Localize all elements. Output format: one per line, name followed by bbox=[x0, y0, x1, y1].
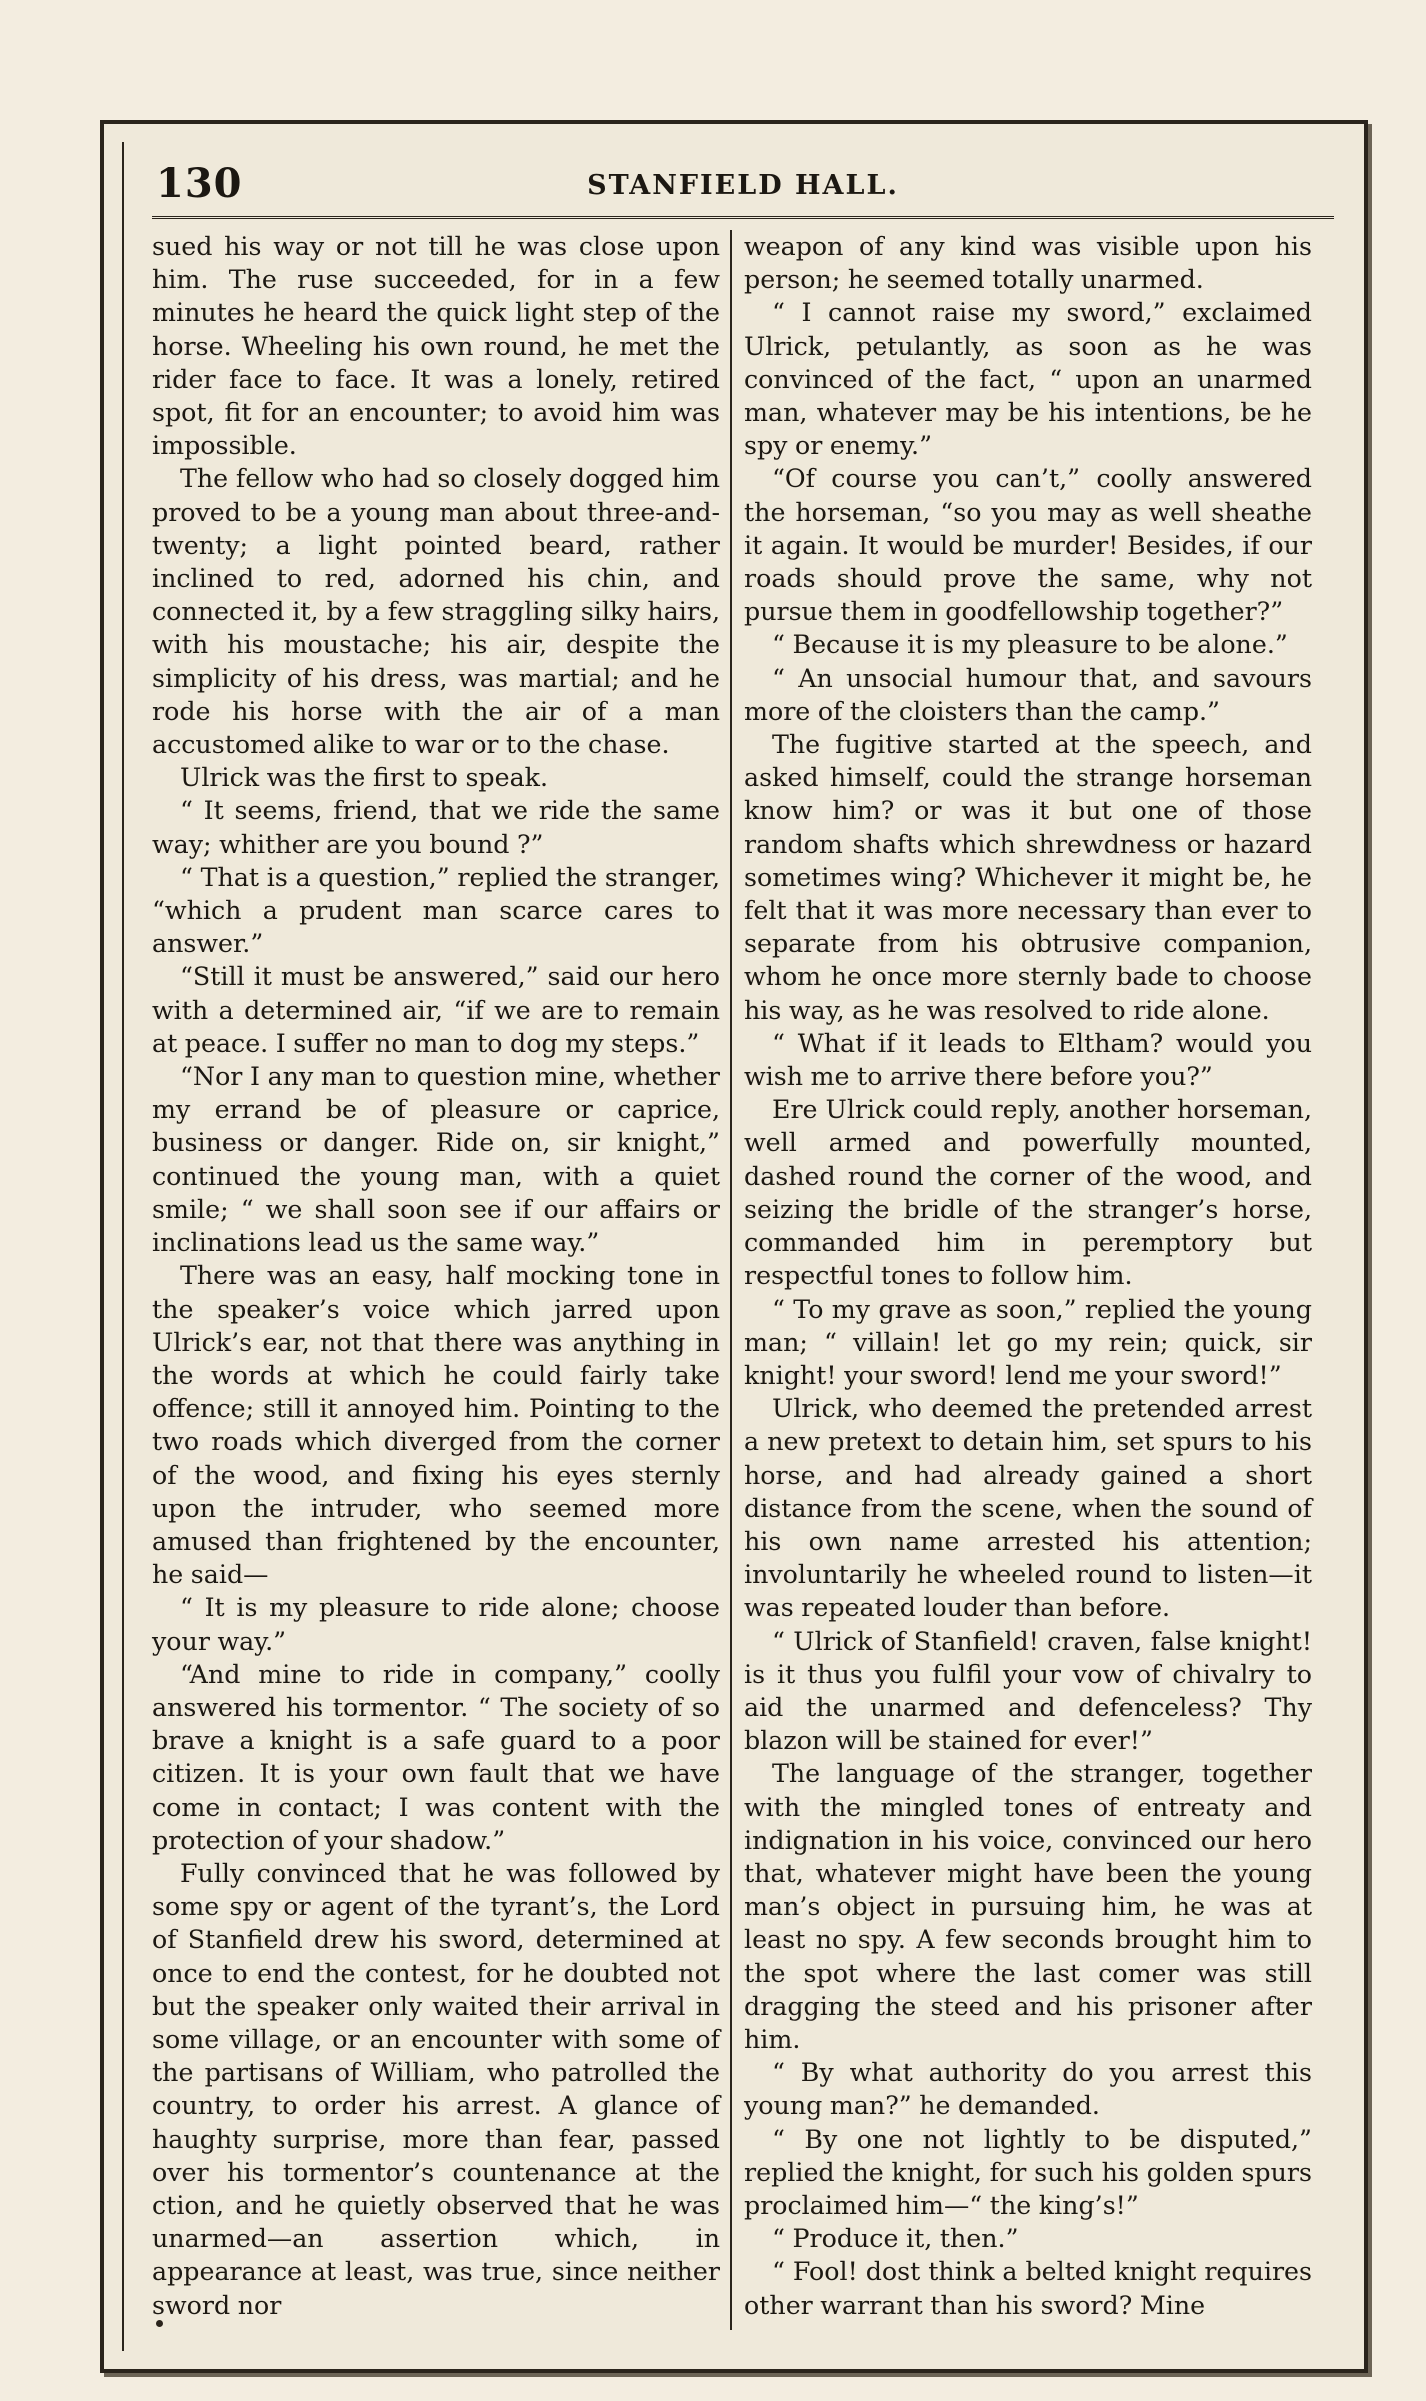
paragraph: “ What if it leads to Eltham? would you wish me to arrive there before you?” bbox=[744, 1028, 1312, 1092]
paragraph: “ I cannot raise my sword,” exclaimed Ulrick, petulantly, as soon as he was convinced of the fact, “ upon an unarmed man, whatever may be his intentions, be he spy or enemy.” bbox=[744, 298, 1312, 461]
left-column bbox=[152, 230, 720, 2322]
paragraph: Ulrick, who deemed the pretended arrest a new pretext to detain him, set spurs to his horse, and had already gained a short distance from the scene, when the sound of his own name arrested his attention; involuntarily he wheeled round to listen—it was repeated louder than before. bbox=[744, 1394, 1312, 1623]
paragraph: sued his way or not till he was close upon him. The ruse succeeded, for in a few minutes he heard the quick light step of the horse. Wheeling his own round, he met the rider face to face. It was a lonely, retired spot, fit for an encounter; to avoid him was impossible. bbox=[152, 232, 720, 461]
paragraph: The fugitive started at the speech, and asked himself, could the strange horseman know him? or was it but one of those random shafts which shrewdness or hazard sometimes wing? Whichever it might be, he felt that it was more necessary than ever to separate from his obtrusive companion, whom he once more sternly bade to choose his way, as he was resolved to ride alone. bbox=[744, 730, 1312, 1025]
paragraph: Ere Ulrick could reply, another horseman, well armed and powerfully mounted, dashed round the corner of the wood, and seizing the bridle of the stranger’s horse, commanded him in peremptory but respectful tones to follow him. bbox=[744, 1095, 1312, 1291]
paragraph: Fully convinced that he was followed by some spy or agent of the tyrant’s, the Lord of Stanfield drew his sword, determined at once to end the contest, for he doubted not but the speaker only waited their arrival in some village, or an encounter with some of the partisans of William, who patrolled the country, to order his arrest. A glance of haughty surprise, more than fear, passed over his tormentor’s countenance at the ction, and he quietly observed that he was unarmed—an assertion which, in appearance at least, was true, since neither sword nor bbox=[152, 1858, 720, 2320]
running-title: STANFIELD HALL. bbox=[587, 170, 899, 201]
paragraph: “ Because it is my pleasure to be alone.” bbox=[772, 630, 1288, 660]
paragraph: There was an easy, half mocking tone in the speaker’s voice which jarred upon Ulrick’s ear, not that there was anything in the words at which he could fairly take offence; still it annoyed him. Pointing to the two roads which diverged from the corner of the wood, and fixing his eyes sternly upon the intruder, who seemed more amused than frightened by the encounter, he said— bbox=[152, 1261, 720, 1590]
paragraph: “ It is my pleasure to ride alone; choose your way.” bbox=[152, 1593, 720, 1656]
column-divider bbox=[730, 230, 732, 2330]
paragraph: “Still it must be answered,” said our hero with a determined air, “if we are to remain at peace. I suffer no man to dog my steps.” bbox=[152, 962, 720, 1058]
paragraph: The fellow who had so closely dogged him proved to be a young man about three-and-twenty; a light pointed beard, rather inclined to red, adorned his chin, and connected it, by a few straggling silky hairs, with his moustache; his air, despite the simplicity of his dress, was martial; and he rode his horse with the air of a man accustomed alike to war or to the chase. bbox=[152, 464, 720, 760]
paragraph: “ Fool! dost think a belted knight requires other warrant than his sword? Mine bbox=[744, 2257, 1312, 2320]
paragraph: “ Ulrick of Stanfield! craven, false knight! is it thus you fulfil your vow of chivalry to aid the unarmed and defenceless? Thy blazon will be stained for ever!” bbox=[744, 1626, 1312, 1756]
ink-dot bbox=[156, 2320, 163, 2327]
paragraph: weapon of any kind was visible upon his person; he seemed totally unarmed. bbox=[744, 232, 1312, 295]
page-number: 130 bbox=[156, 160, 243, 207]
paragraph: “ By one not lightly to be disputed,” replied the knight, for such his golden spurs proclaimed him—“ the king’s!” bbox=[744, 2124, 1312, 2220]
right-column bbox=[744, 230, 1312, 2322]
paragraph: “ That is a question,” replied the stranger, “which a prudent man scarce cares to answer.” bbox=[152, 862, 720, 959]
paragraph: “ It seems, friend, that we ride the same way; whither are you bound ?” bbox=[152, 796, 720, 859]
paragraph: “ By what authority do you arrest this young man?” he demanded. bbox=[744, 2058, 1312, 2121]
paragraph: The language of the stranger, together with the mingled tones of entreaty and indignation in his voice, convinced our hero that, whatever might have been the young man’s object in pursuing him, he was at least no spy. A few seconds brought him to the spot where the last comer was still dragging the steed and his prisoner after him. bbox=[744, 1759, 1312, 2054]
paragraph: “ To my grave as soon,” replied the young man; “ villain! let go my rein; quick, sir knight! your sword! lend me your sword!” bbox=[744, 1294, 1312, 1390]
paragraph: “And mine to ride in company,” coolly answered his tormentor. “ The society of so brave a knight is a safe guard to a poor citizen. It is your own fault that we have come in contact; I was content with the protection of your shadow.” bbox=[152, 1659, 720, 1855]
page-header bbox=[152, 156, 1334, 219]
paragraph: “Nor I any man to question mine, whether my errand be of pleasure or caprice, business or danger. Ride on, sir knight,” continued the young man, with a quiet smile; “ we shall soon see if our affairs or inclinations lead us the same way.” bbox=[152, 1062, 720, 1258]
paragraph: “ Produce it, then.” bbox=[772, 2224, 1019, 2254]
paragraph: “ An unsocial humour that, and savours more of the cloisters than the camp.” bbox=[744, 663, 1312, 726]
paragraph: “Of course you can’t,” coolly answered the horseman, “so you may as well sheathe it again. It would be murder! Besides, if our roads should prove the same, why not pursue them in goodfellowship together?” bbox=[744, 464, 1312, 627]
paragraph: Ulrick was the first to speak. bbox=[180, 763, 549, 793]
page-frame bbox=[100, 120, 1368, 2373]
